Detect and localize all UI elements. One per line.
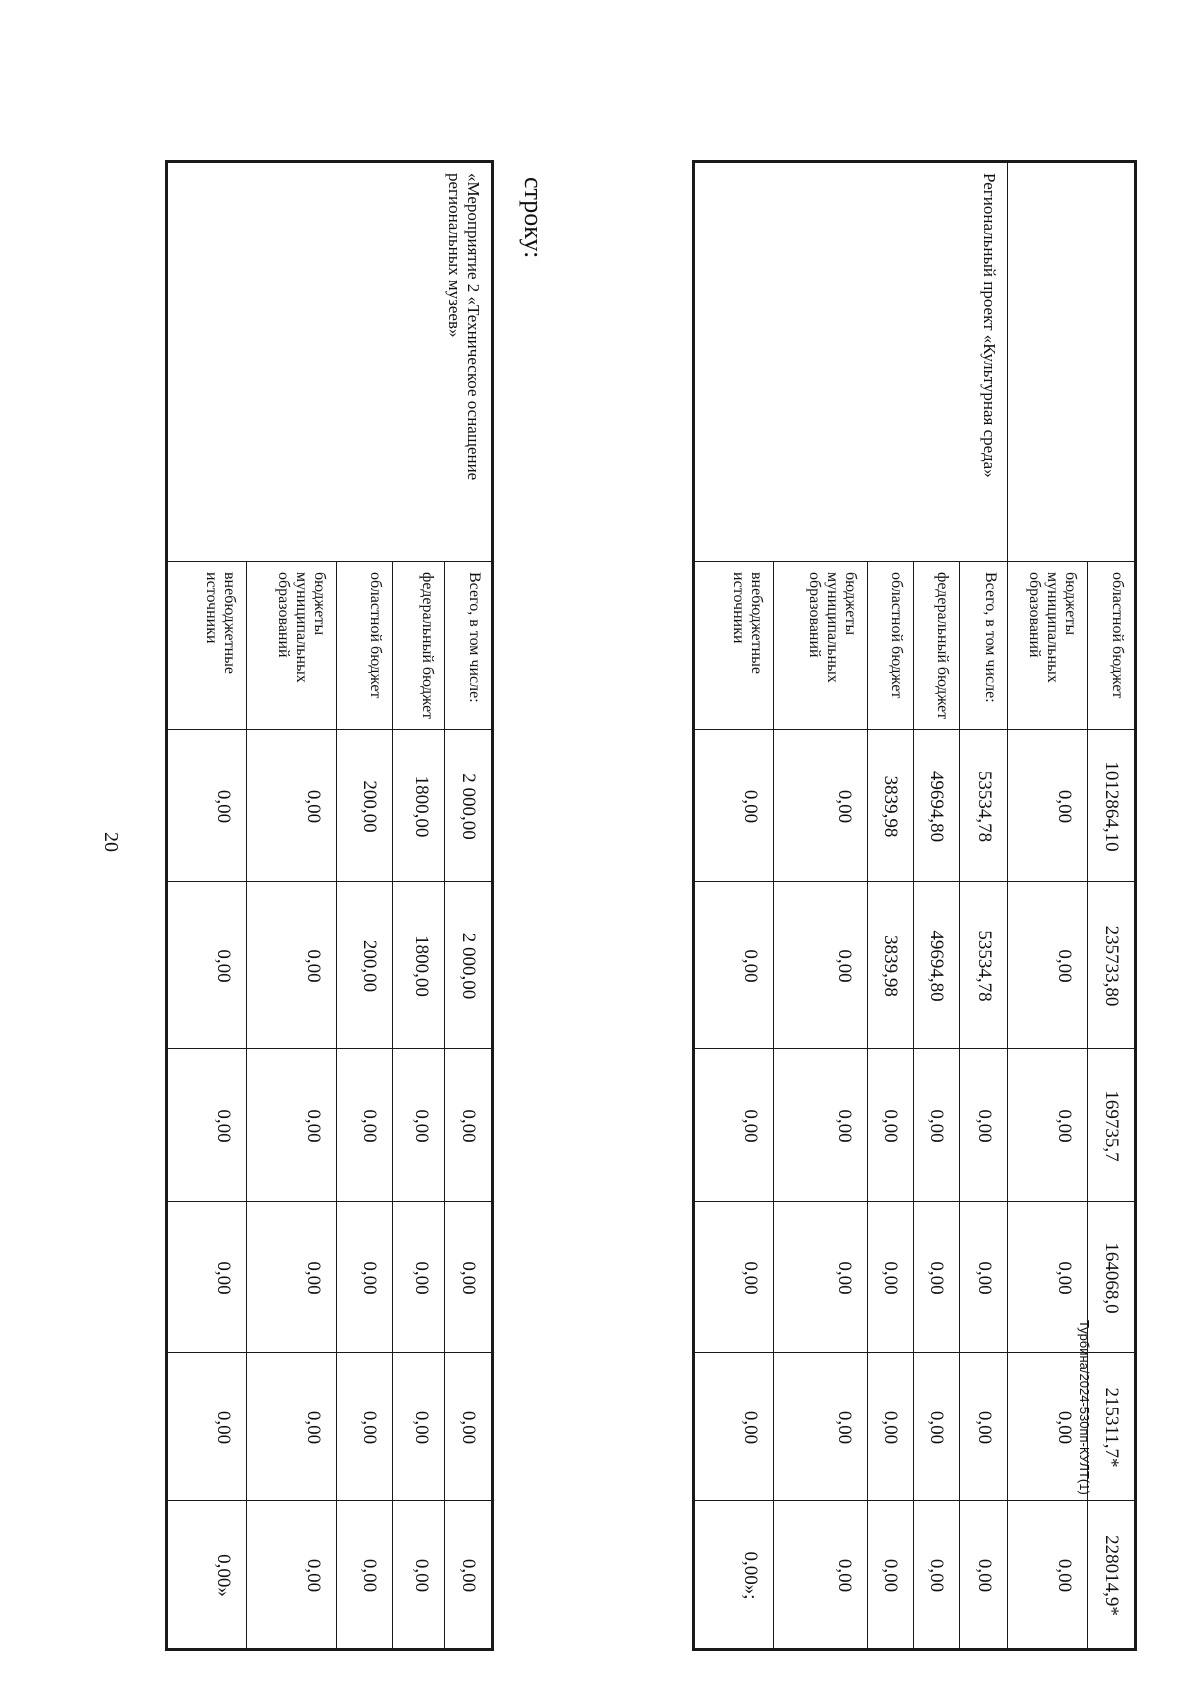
row-label: Всего, в том числе: [445,562,493,730]
value-year-1: 53534,78 [960,882,1008,1049]
value-year-3: 0,00 [445,1202,493,1353]
value-year-4: 0,00 [694,1353,774,1501]
value-total: 1800,00 [393,730,445,882]
row-label: Всего, в том числе: [960,562,1008,730]
value-year-5: 0,00 [445,1501,493,1650]
value-year-1: 235733,80 [1088,882,1136,1049]
value-year-5: 0,00 [393,1501,445,1650]
value-year-5: 0,00 [247,1501,337,1650]
value-year-3: 164068,0 [1088,1202,1136,1353]
value-year-1: 0,00 [167,882,247,1049]
value-total: 0,00 [694,730,774,882]
separator-text: строку: [519,177,548,259]
value-total: 2 000,00 [445,730,493,882]
value-year-5: 0,00»; [694,1501,774,1650]
value-year-5: 0,00 [774,1501,868,1650]
value-year-2: 0,00 [247,1049,337,1202]
value-year-2: 0,00 [167,1049,247,1202]
row-label: областной бюджет [1088,562,1136,730]
value-year-5: 0,00 [1008,1501,1088,1650]
value-total: 3839,98 [868,730,914,882]
value-year-3: 0,00 [167,1202,247,1353]
row-label: бюджеты муниципальных образований [247,562,337,730]
value-year-1: 0,00 [1008,882,1088,1049]
value-year-1: 1800,00 [393,882,445,1049]
value-total: 53534,78 [960,730,1008,882]
value-total: 0,00 [1008,730,1088,882]
table-row [445,162,493,1650]
row-label: федеральный бюджет [393,562,445,730]
project-name-cell: Региональный проект «Культурная среда» [694,162,1008,562]
empty-name-cell [1008,162,1136,562]
value-year-2: 0,00 [868,1049,914,1202]
row-label: бюджеты муниципальных образований [1008,562,1088,730]
value-year-4: 0,00 [868,1353,914,1501]
value-year-3: 0,00 [337,1202,393,1353]
value-year-4: 0,00 [445,1353,493,1501]
value-total: 200,00 [337,730,393,882]
value-year-2: 0,00 [393,1049,445,1202]
value-year-5: 228014,9* [1088,1501,1136,1650]
value-year-1: 0,00 [247,882,337,1049]
value-year-3: 0,00 [774,1202,868,1353]
value-year-1: 49694,80 [914,882,960,1049]
value-year-5: 0,00 [960,1501,1008,1650]
value-year-4: 0,00 [774,1353,868,1501]
value-year-3: 0,00 [868,1202,914,1353]
value-year-2: 0,00 [445,1049,493,1202]
value-year-4: 0,00 [247,1353,337,1501]
value-year-1: 0,00 [774,882,868,1049]
row-label: федеральный бюджет [914,562,960,730]
value-year-4: 0,00 [1008,1353,1088,1501]
value-year-4: 0,00 [914,1353,960,1501]
value-year-5: 0,00 [868,1501,914,1650]
value-year-3: 0,00 [393,1202,445,1353]
value-year-3: 0,00 [694,1202,774,1353]
value-year-5: 0,00» [167,1501,247,1650]
value-year-4: 0,00 [337,1353,393,1501]
value-year-4: 215311,7* [1088,1353,1136,1501]
value-total: 0,00 [247,730,337,882]
row-label: внебюджетные источники [694,562,774,730]
table-row [1088,162,1136,1650]
value-year-2: 0,00 [1008,1049,1088,1202]
row-label: областной бюджет [868,562,914,730]
budget-table-museum-equipment [165,160,494,1651]
value-total: 0,00 [167,730,247,882]
measure-name-cell: «Мероприятие 2 «Техническое оснащение региональных музеев» [167,162,493,562]
table-row [960,162,1008,1650]
value-year-5: 0,00 [914,1501,960,1650]
value-year-3: 0,00 [914,1202,960,1353]
value-total: 49694,80 [914,730,960,882]
value-year-2: 0,00 [914,1049,960,1202]
value-year-3: 0,00 [247,1202,337,1353]
value-year-2: 0,00 [694,1049,774,1202]
value-year-1: 3839,98 [868,882,914,1049]
value-year-1: 200,00 [337,882,393,1049]
value-year-4: 0,00 [167,1353,247,1501]
footer-document-code: Турбина/2024-530пп-КУЛТ(1) [1077,1320,1092,1495]
budget-table-culture-environment [692,160,1137,1651]
row-label: областной бюджет [337,562,393,730]
value-year-2: 0,00 [774,1049,868,1202]
value-total: 0,00 [774,730,868,882]
value-year-1: 0,00 [694,882,774,1049]
page-number: 20 [100,832,122,852]
row-label: бюджеты муниципальных образований [774,562,868,730]
value-year-2: 0,00 [337,1049,393,1202]
value-year-1: 2 000,00 [445,882,493,1049]
row-label: внебюджетные источники [167,562,247,730]
value-year-4: 0,00 [960,1353,1008,1501]
value-total: 1012864,10 [1088,730,1136,882]
value-year-2: 169735,7 [1088,1049,1136,1202]
value-year-5: 0,00 [337,1501,393,1650]
value-year-3: 0,00 [1008,1202,1088,1353]
value-year-4: 0,00 [393,1353,445,1501]
value-year-2: 0,00 [960,1049,1008,1202]
value-year-3: 0,00 [960,1202,1008,1353]
